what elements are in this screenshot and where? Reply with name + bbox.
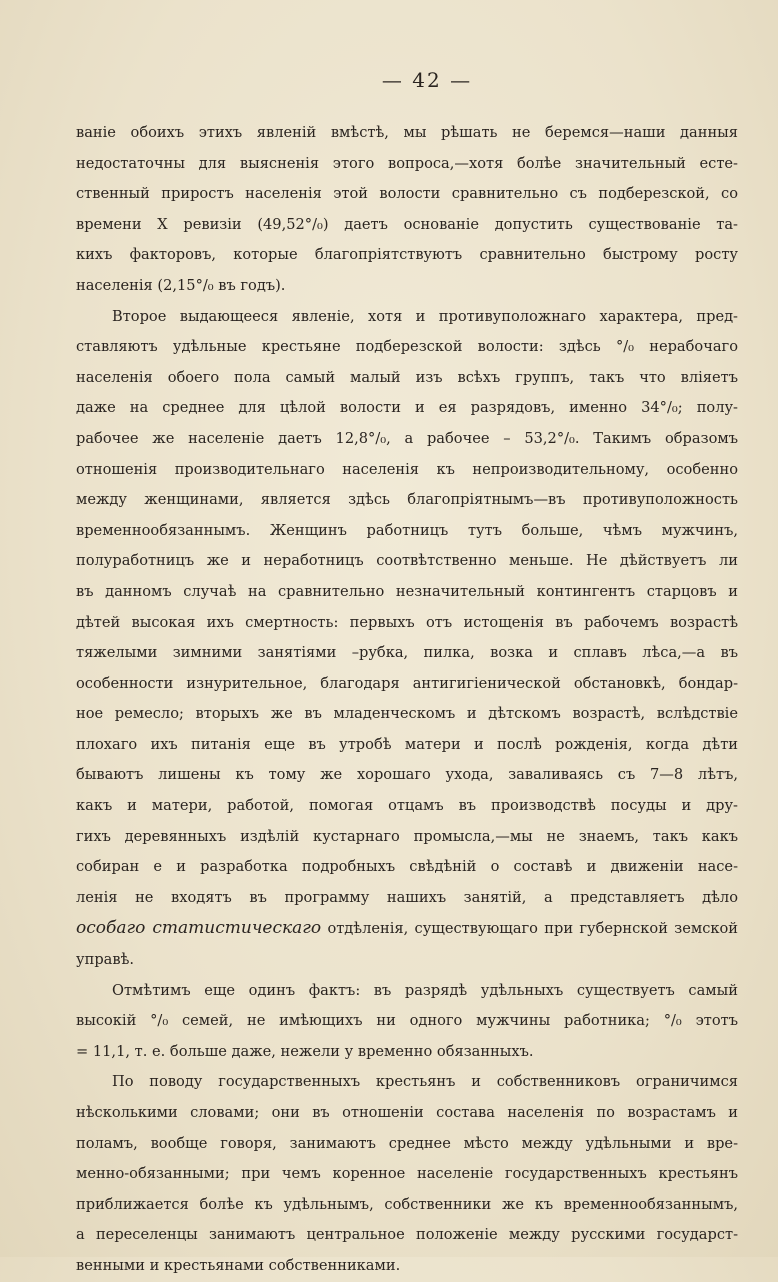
text-line: недостаточны для выясненія этого вопроса,—хотя болѣе значительный есте- [76,154,738,172]
text-line: венными и крестьянами собственниками. [76,1256,401,1274]
text-line: кихъ факторовъ, которые благопріятствуютъ сравнительно быстрому росту [76,246,738,264]
text-line: Второе выдающееся явленіе, хотя и противуположнаго характера, пред- [112,307,738,325]
text-line: населенія (2,15°/₀ въ годъ). [76,276,286,294]
text-line: нѣсколькими словами; они въ отношеніи состава населенія по возрастамъ и [76,1104,738,1121]
paragraph [76,302,738,976]
text-line: временнообязаннымъ. Женщинъ работницъ тутъ больше, чѣмъ мужчинъ, [76,521,738,539]
text-line: ленія не входятъ въ программу нашихъ занятій, а представляетъ дѣло [76,888,738,906]
body-text [76,118,738,1282]
text-line: особаго статистическаго отдѣленія, существующаго при губернской земской [76,918,739,939]
paragraph [76,1067,738,1281]
emphasized-text: особаго статистическаго [76,918,322,939]
text-line: плохаго ихъ питанія еще въ утробѣ матери и послѣ рожденія, когда дѣти [76,735,738,753]
text-line: въ данномъ случаѣ на сравнительно незначительный контингентъ старцовъ и [76,582,738,600]
text-line: высокій °/₀ семей, не имѣющихъ ни одного мужчины работника; °/₀ этотъ [76,1012,738,1030]
paragraph [76,118,738,302]
text-line: времени X ревизіи (49,52°/₀) даетъ основаніе допустить существованіе та- [76,215,738,233]
text-line: приближается болѣе къ удѣльнымъ, собственники же къ временнообязаннымъ, [76,1195,738,1213]
text-line: Отмѣтимъ еще одинъ фактъ: въ разрядѣ удѣльныхъ существуетъ самый [112,981,738,999]
text-line: ное ремесло; вторыхъ же въ младенческомъ и дѣтскомъ возрастѣ, вслѣдствіе [76,705,738,723]
text-line: = 11,1, т. е. больше даже, нежели у временно обязанныхъ. [76,1042,534,1060]
page-number: — 42 — [381,68,473,92]
text-line: собиран е и разработка подробныхъ свѣдѣній о составѣ и движеніи насе- [76,858,738,876]
text-line: бываютъ лишены къ тому же хорошаго ухода, заваливаясь съ 7—8 лѣтъ, [76,766,738,784]
paragraph [76,976,738,1068]
text-line: менно-обязанными; при чемъ коренное населеніе государственныхъ крестьянъ [76,1165,738,1183]
text-line: даже на среднее для цѣлой волости и ея разрядовъ, именно 34°/₀; полу- [76,399,738,417]
text-line: населенія обоего пола самый малый изъ всѣхъ группъ, такъ что вліяетъ [76,368,738,386]
text-line: ставляютъ удѣльные крестьяне подберезской волости: здѣсь °/₀ нерабочаго [76,338,738,356]
text-line: дѣтей высокая ихъ смертность: первыхъ отъ истощенія въ рабочемъ возрастѣ [76,613,738,631]
text-line: какъ и матери, работой, помогая отцамъ въ производствѣ посуды и дру- [76,797,738,815]
text-line: поламъ, вообще говоря, занимаютъ среднее мѣсто между удѣльными и вре- [76,1134,738,1152]
text-line: между женщинами, является здѣсь благопріятнымъ—въ противуположность [76,491,738,509]
text-line: гихъ деревянныхъ издѣлій кустарнаго промысла,—мы не знаемъ, такъ какъ [76,827,738,845]
text-line: управѣ. [76,951,135,969]
text-line: рабочее же населеніе даетъ 12,8°/₀, а рабочее – 53,2°/₀. Такимъ образомъ [76,429,738,447]
text-line: ственный приростъ населенія этой волости сравнительно съ подберезской, со [76,185,738,203]
text-line: полуработницъ же и неработницъ соотвѣтственно меньше. Не дѣйствуетъ ли [76,552,738,570]
text-line: По поводу государственныхъ крестьянъ и собственниковъ ограничимся [112,1073,738,1091]
text-line: отношенія производительнаго населенія къ непроизводительному, особенно [76,460,738,478]
text-line: тяжелыми зимними занятіями –рубка, пилка, возка и сплавъ лѣса,—а въ [76,644,738,662]
text-line: ваніе обоихъ этихъ явленій вмѣстѣ, мы рѣшать не беремся—наши данныя [76,124,738,141]
text-line: а переселенцы занимаютъ центральное положеніе между русскими государст- [76,1226,738,1244]
text-line: особенности изнурительное, благодаря антигигіенической обстановкѣ, бондар- [76,674,738,692]
